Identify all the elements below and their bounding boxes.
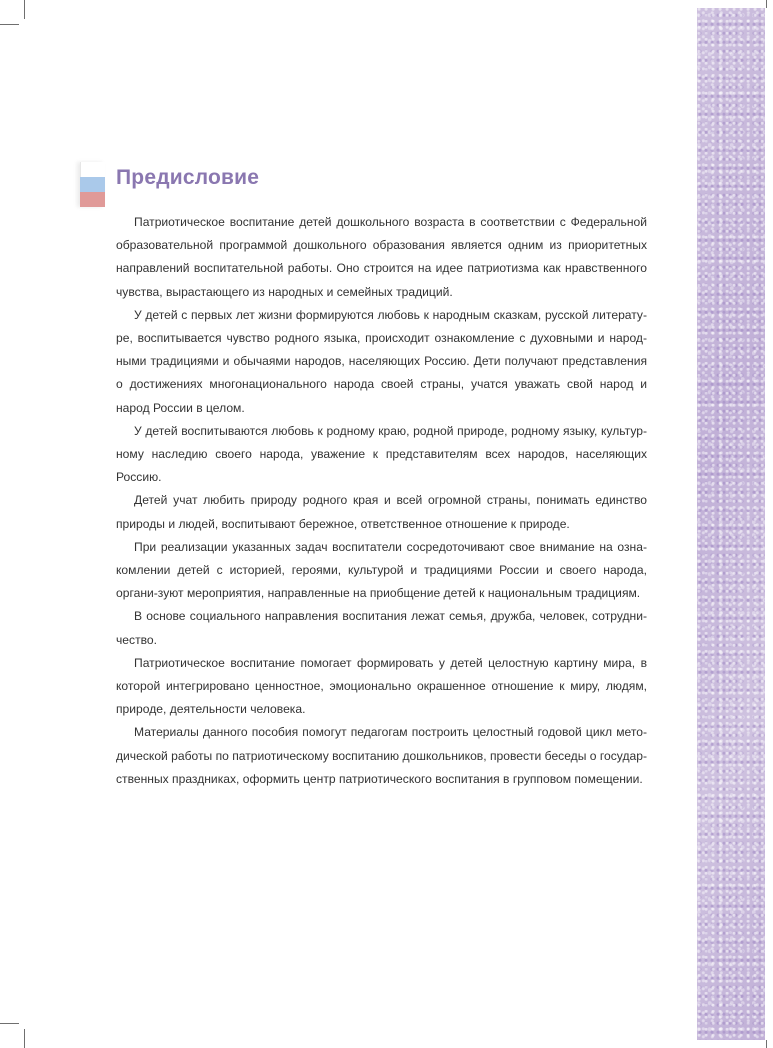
- paragraph: У детей с первых лет жизни формируются любовь к народным сказкам, русской литерату-ре, воспитывается чувство родного языка, происходит ознакомление с духовными и народ-ными традициями и обычаями народов, населяющих Россию. Дети получают представления о достижениях многонационального народа своей страны, учатся уважать свой народ и народ России в целом.: [116, 307, 647, 415]
- decorative-sidebar: [697, 8, 765, 1040]
- flag-stripe-red: [80, 192, 105, 207]
- paragraph: Детей учат любить природу родного края и всей огромной страны, понимать единство природы и людей, воспитывают бережное, ответственное отношение к природе.: [116, 493, 647, 531]
- crop-mark-bottom-right-vertical: [766, 1040, 767, 1048]
- russian-flag-icon: [80, 162, 105, 207]
- crop-mark-bottom-left-horizontal: [0, 1023, 19, 1024]
- paragraph: Патриотическое воспитание помогает формировать у детей целостную картину мира, в которой интегрировано ценностное, эмоционально окрашенное отношение к миру, людям, природе, деятельности человека.: [116, 655, 647, 717]
- paragraph: При реализации указанных задач воспитатели сосредоточивают свое внимание на озна-комлении детей с историей, героями, культурой и традициями России и своего народа, органи-зуют мероприятия, направленные на приобщение детей к национальным традициям.: [116, 539, 647, 601]
- crop-mark-top-left-vertical: [24, 0, 25, 19]
- flag-stripe-white: [80, 162, 105, 177]
- paragraph: У детей воспитываются любовь к родному краю, родной природе, родному языку, культур-ному наследию своего народа, уважение к представителям всех народов, населяющих Россию.: [116, 423, 647, 485]
- crop-mark-bottom-left-vertical: [24, 1029, 25, 1048]
- paragraph: Материалы данного пособия помогут педагогам построить целостный годовой цикл мето-дической работы по патриотическому воспитанию дошкольников, провести беседы о государ-ственных праздниках, оформить центр патриотического воспитания в групповом помещении.: [116, 725, 647, 786]
- flag-stripe-blue: [80, 177, 105, 192]
- page-title: Предисловие: [116, 166, 260, 189]
- crop-mark-top-left-horizontal: [0, 24, 19, 25]
- crop-mark-top-right-vertical: [766, 0, 767, 8]
- paragraph: В основе социального направления воспитания лежат семья, дружба, человек, сотрудни-чество.: [116, 609, 647, 647]
- body-text: [116, 211, 647, 791]
- paragraph: Патриотическое воспитание детей дошкольного возраста в соответствии с Федеральной образовательной программой дошкольного образования является одним из приоритетных направлений воспитательной работы. Оно строится на идее патриотизма как нравственного чувства, вырастающего из народных и семейных традиций.: [116, 215, 647, 299]
